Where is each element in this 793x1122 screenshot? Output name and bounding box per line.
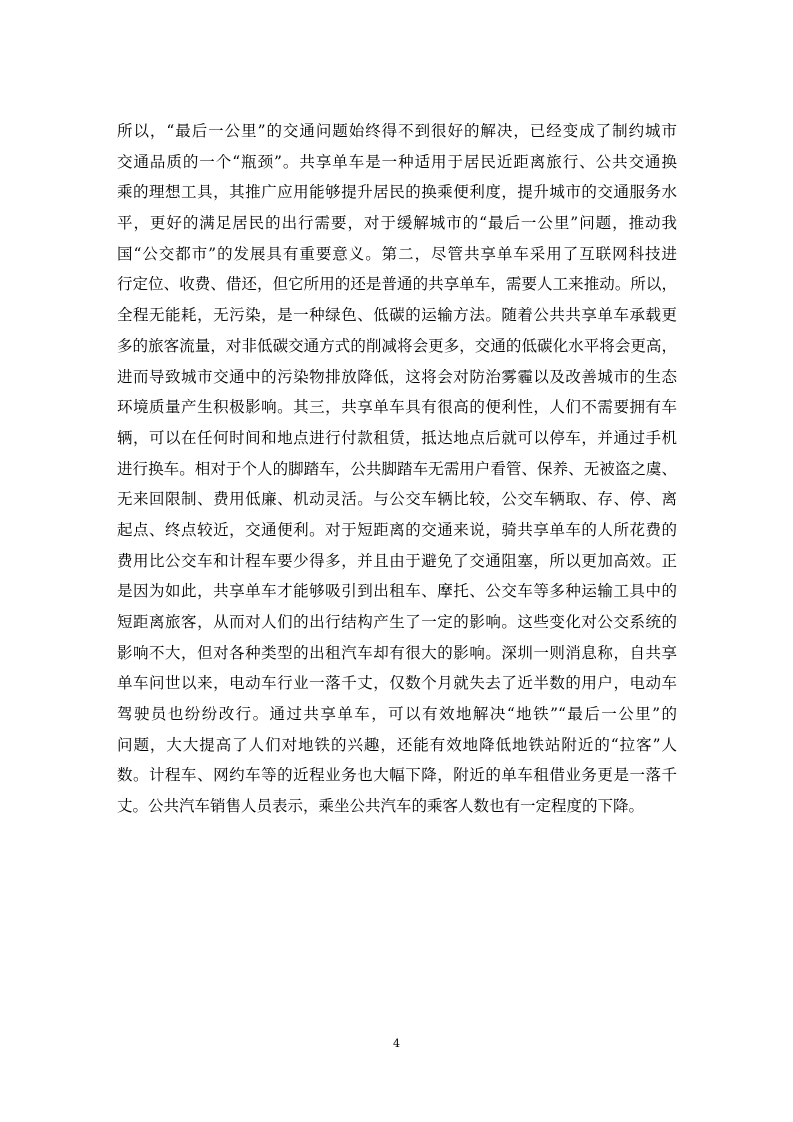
text-line: 数。计程车、网约车等的近程业务也大幅下降，附近的单车租借业务更是一落千 [117,766,677,785]
text-line: 单车问世以来，电动车行业一落千丈，仅数个月就失去了近半数的用户，电动车 [117,674,677,693]
text-line: 驾驶员也纷纷改行。通过共享单车，可以有效地解决“地铁”“最后一公里”的 [117,705,677,724]
text-line: 起点、终点较近，交通便利。对于短距离的交通来说，骑共享单车的人所花费的 [117,520,677,539]
text-line: 费用比公交车和计程车要少得多，并且由于避免了交通阻塞，所以更加高效。正 [117,551,677,570]
text-line: 进行换车。相对于个人的脚踏车，公共脚踏车无需用户看管、保养、无被盗之虞、 [117,459,677,478]
text-line: 所以，“最后一公里”的交通问题始终得不到很好的解决，已经变成了制约城市 [117,122,677,140]
text-line: 影响不大，但对各种类型的出租汽车却有很大的影响。深圳一则消息称，自共享 [117,643,677,662]
text-line: 平，更好的满足居民的出行需要，对于缓解城市的“最后一公里”问题，推动我 [117,214,677,233]
text-line: 无来回限制、费用低廉、机动灵活。与公交车辆比较，公交车辆取、存、停、离 [117,490,677,509]
text-line: 短距离旅客，从而对人们的出行结构产生了一定的影响。这些变化对公交系统的 [117,613,677,631]
text-line: 丈。公共汽车销售人员表示，乘坐公共汽车的乘客人数也有一定程度的下降。 [117,797,645,816]
text-line: 乘的理想工具，其推广应用能够提升居民的换乘便利度，提升城市的交通服务水 [117,183,677,202]
text-line: 行定位、收费、借还，但它所用的还是普通的共享单车，需要人工来推动。所以， [117,275,677,294]
text-line: 全程无能耗，无污染，是一种绿色、低碳的运输方法。随着公共共享单车承载更 [117,306,677,325]
text-line: 进而导致城市交通中的污染物排放降低，这将会对防治雾霾以及改善城市的生态 [117,367,677,386]
body-paragraph [117,116,677,822]
text-line: 交通品质的一个“瓶颈”。共享单车是一种适用于居民近距离旅行、公共交通换 [117,152,677,171]
text-line: 环境质量产生积极影响。其三，共享单车具有很高的便利性，人们不需要拥有车 [117,398,677,417]
text-line: 多的旅客流量，对非低碳交通方式的削减将会更多，交通的低碳化水平将会更高， [117,336,677,355]
page-number: 4 [393,1037,400,1050]
text-line: 问题，大大提高了人们对地铁的兴趣，还能有效地降低地铁站附近的“拉客”人 [117,735,677,754]
text-line: 国“公交都市”的发展具有重要意义。第二，尽管共享单车采用了互联网科技进 [117,244,677,263]
text-line: 辆，可以在任何时间和地点进行付款租赁，抵达地点后就可以停车，并通过手机 [117,428,677,447]
text-line: 是因为如此，共享单车才能够吸引到出租车、摩托、公交车等多种运输工具中的 [117,582,677,601]
